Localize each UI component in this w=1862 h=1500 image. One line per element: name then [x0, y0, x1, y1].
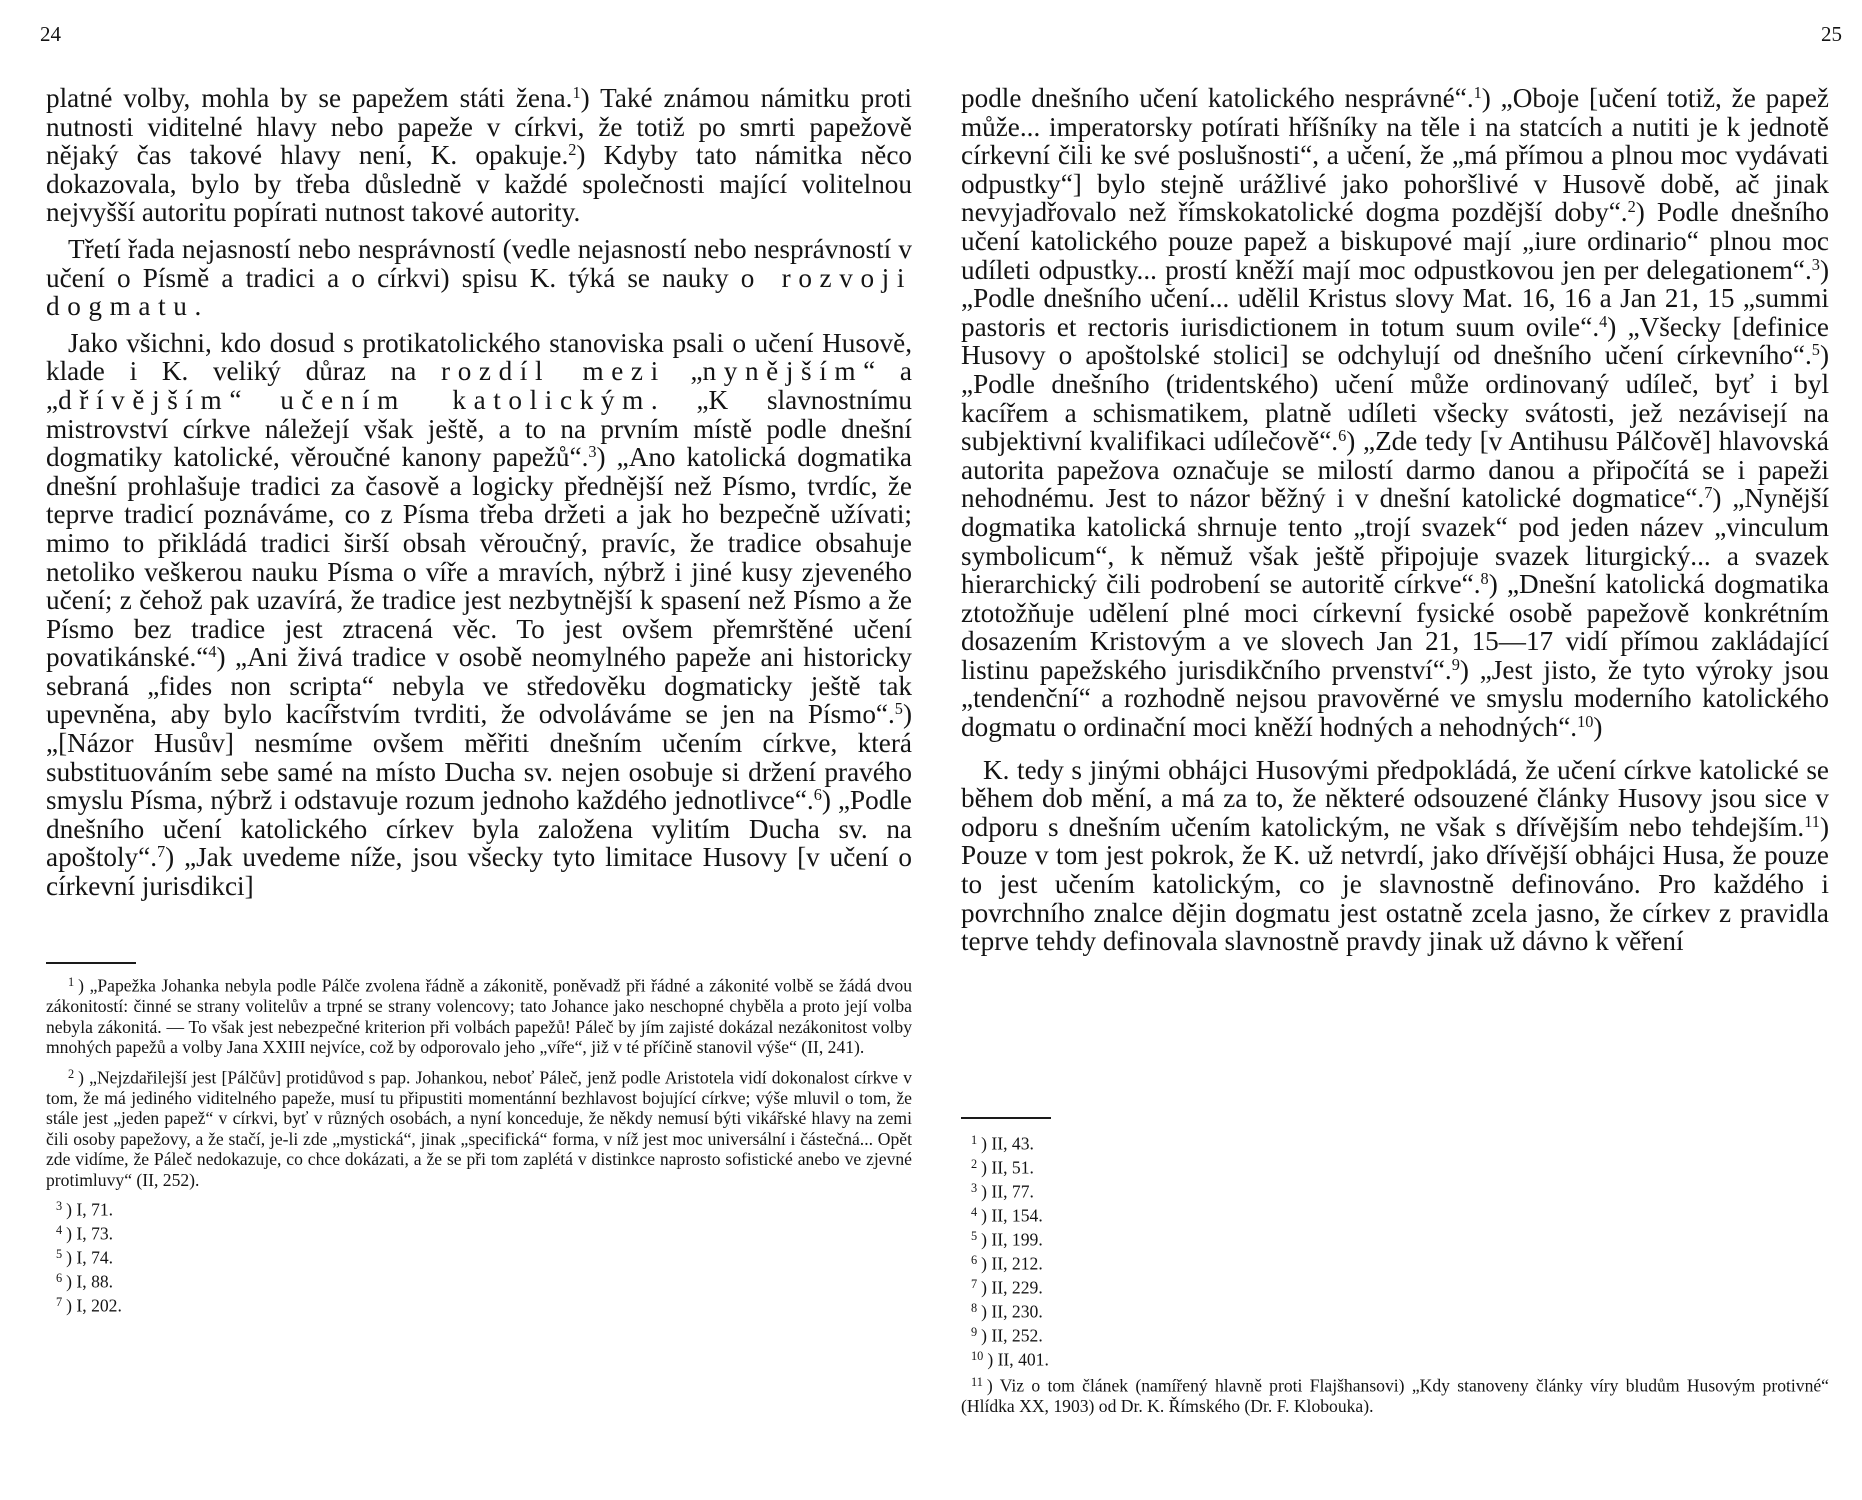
spaced-emphasis: nynějším: [702, 356, 864, 387]
footnote: $^4$ ) I, 73.: [56, 1223, 114, 1244]
paragraph: Třetí řada nejasností nebo nesprávností (vedle nejasností nebo nesprávností v učení o Písmě a tradici a o církvi) spisu K. týká se nauky o rozvoji dogmatu.: [46, 233, 912, 322]
footnote: $^8$ ) II, 230.: [971, 1301, 1043, 1322]
footnote-ref[interactable]: 9: [1451, 654, 1460, 674]
body-text: [46, 84, 912, 901]
footnote-ref[interactable]: 2: [1627, 197, 1636, 217]
footnote: $^{11}$ ) Viz o tom článek (namířený hlavně proti Flajšhansovi) „Kdy stanoveny články víry bludům Husovým protivné“ (Hlídka XX, 1903) od Dr. K. Římského (Dr. F. Klobouka).: [961, 1375, 1829, 1417]
footnote-ref[interactable]: 10: [1577, 712, 1594, 732]
footnote: $^9$ ) II, 252.: [971, 1325, 1043, 1346]
footnote-ref[interactable]: 2: [568, 140, 577, 160]
footnote: $^1$ ) II, 43.: [971, 1133, 1034, 1154]
footnote-ref[interactable]: 3: [1811, 254, 1820, 274]
footnotes: [961, 1130, 1829, 1423]
spaced-emphasis: učením katolickým: [280, 384, 651, 415]
footnote: $^6$ ) II, 212.: [971, 1253, 1043, 1274]
footnote-ref[interactable]: 5: [894, 699, 903, 719]
footnote-ref[interactable]: 4: [1599, 311, 1608, 331]
footnote: $^1$ ) „Papežka Johanka nebyla podle Pálče zvolena řádně a zákonitě, poněvadž při řádné a zákonité volbě se žádá dvou zákonitostí: činné se strany volitelův a trpné se strany volencovy; tato Johance jako neschopné chyběla a proto její volba nebyla zákonitá. — To však jest nebezpečné kriterion při volbách papežů! Páleč by jím zajisté dokázal nezákonitost volby mnohých papežů a volby Jana XXIII nejvíce, což by odporovalo jeho „víře“, již v té příčině stanovil výše“ (II, 241).: [46, 975, 913, 1058]
footnote: $^2$ ) „Nejzdařilejší jest [Pálčův] protidůvod s pap. Johankou, neboť Páleč, jenž podle Aristotela vidí dokonalost církve v tom, že má jediného viditelného papeže, musí tu připustiti momentánní bezhlavost bojující církve; výše mluvil o tom, že stále jest „jeden papež“ v církvi, byť v různých osobách, a nyní konceduje, že někdy nemusí býti vikářské hlavy na zemi čili osoby papežovy, a že stačí, je-li zde „mystická“, jinak „specifická“ forma, v níž jest moc universální i částečná... Opět zde vidíme, že Páleč nedokazuje, co chce dokázati, a že se při tom zaplétá v distinkce naprosto sofistické anebo ve zjevné protimluvy“ (II, 252).: [46, 1066, 912, 1190]
footnote: $^3$ ) II, 77.: [971, 1181, 1034, 1202]
spaced-emphasis: dřívějším: [58, 384, 230, 415]
paragraph: platné volby, mohla by se papežem státi žena.$^1$) Také známou námitku proti nutnosti viditelné hlavy nebo papeže v církvi, že totiž po smrti papežově nějaký čas takové hlavy není, K. opakuje.$^2$) Kdyby tato námitka něco dokazovala, bylo by třeba důsledně v každé společnosti mající volitelnou nejvyšší autoritu popírati nutnost takové autority.: [46, 83, 912, 228]
right-page: [931, 0, 1862, 1500]
page-number: 24: [40, 22, 61, 46]
spaced-emphasis: rozdíl mezi: [441, 356, 666, 387]
paragraph: Jako všichni, kdo dosud s protikatolického stanoviska psali o učení Husově, klade i K. veliký důraz na rozdíl mezi „nynějším“ a „dřívějším“ učením katolickým. „K slavnostnímu mistrovství církve náležejí však ještě, a to na prvním místě podle dnešní dogmatiky katolické, věroučné kanony papežů“.$^3$) „Ano katolická dogmatika dnešní prohlašuje tradici za časově a logicky přednější než Písmo, tvrdíc, že teprve tradicí poznáváme, co z Písma třeba držeti a jak ho bezpečně užívati; mimo to přikládá tradici širší obsah věroučný, pravíc, že tradice obsahuje netoliko veškerou nauku Písma o víře a mravích, nýbrž i jiné kusy zjeveného učení; z čehož pak uzavírá, že tradice jest nezbytnější k spasení než Písmo a že Písmo bez tradice jest ztracená věc. To jest ovšem přemrštěné učení povatikánské.“$^4$) „Ani živá tradice v osobě neomylného papeže ani historicky sebraná „fides non scripta“ nebyla ve středověku dogmaticky ještě tak upevněna, aby bylo kacířstvím tvrditi, že odvoláváme se jen na Písmo“.$^5$) „[Názor Husův] nesmíme ovšem měřiti dnešním učením církve, která substituováním sebe samé na místo Ducha sv. nejen osobuje si držení pravého smyslu Písma, nýbrž i odstavuje rozum jednoho každého jednotlivce“.$^6$) „Podle dnešního učení katolického církev byla založena vylitím Ducha sv. na apoštoly“.$^7$) „Jak uvedeme níže, jsou všecky tyto limitace Husovy [v učení o církevní jurisdikci]: [46, 327, 912, 902]
footnote-ref[interactable]: 7: [1704, 483, 1713, 503]
spaced-emphasis: o rozvoji dogmatu: [46, 262, 912, 322]
footnote: $^6$ ) I, 88.: [56, 1271, 114, 1292]
footnote-ref[interactable]: 5: [1811, 340, 1820, 360]
footnote: $^{10}$ ) II, 401.: [971, 1349, 1049, 1370]
footnote: $^7$ ) II, 229.: [971, 1277, 1043, 1298]
footnote: $^7$ ) I, 202.: [56, 1295, 122, 1316]
footnote: $^2$ ) II, 51.: [971, 1157, 1034, 1178]
footnote-ref[interactable]: 8: [1480, 569, 1489, 589]
footnote-ref[interactable]: 1: [572, 83, 581, 103]
footnote: $^5$ ) II, 199.: [971, 1229, 1043, 1250]
footnotes: [46, 972, 912, 1316]
footnote-divider: [961, 1117, 1051, 1119]
footnote-ref[interactable]: 7: [157, 842, 166, 862]
footnote-ref[interactable]: 6: [813, 785, 822, 805]
footnote-divider: [46, 962, 136, 964]
paragraph: podle dnešního učení katolického nesprávné“.$^1$) „Oboje [učení totiž, že papež může... imperatorsky potírati hříšníky na těle i na statcích a nutiti je k jednotě církevní čili ke své poslušnosti“, a učení, že „má přímou a plnou moc vydávati odpustky“] bylo stejně urážlivé jako pohoršlivé v Husově době, ač jinak nevyjadřovalo než římskokatolické dogma pozdější doby“.$^2$) Podle dnešního učení katolického pouze papež a biskupové mají „iure ordinario“ plnou moc udíleti odpustky... prostí kněží mají moc odpustkovou jen per delegationem“.$^3$) „Podle dnešního učení... udělil Kristus slovy Mat. 16, 16 a Jan 21, 15 „summi pastoris et rectoris iurisdictionem in totum suum ovile“.$^4$) „Všecky [definice Husovy o apoštolské stolici] se odchylují od dnešního učení církevního“.$^5$) „Podle dnešního (tridentského) učení může ordinovaný udíleč, byť i byl kacířem a schismatikem, platně udíleti všecky svátosti, jež nezávisejí na subjektivní kvalifikaci udílečově“.$^6$) „Zde tedy [v Antihusu Pálčově] hlavovská autorita papežova označuje se milostí darmo danou a připočítá se i papeži nehodnému. Jest to názor běžný i v dnešní katolické dogmatice“.$^7$) „Nynější dogmatika katolická shrnuje tento „trojí svazek“ pod jeden název „vinculum symbolicum“, k němuž však ještě připojuje svazek liturgický... a svazek hierarchický čili podrobení se autoritě církve“.$^8$) „Dnešní katolická dogmatika ztotožňuje udělení plné moci církevní fysické osobě papežově konkrétním dosazením Kristovým a ve slovech Jan 21, 15—17 vidí přímou zakládající listinu papežského jurisdikčního prvenství“.$^9$) „Jest jisto, že tyto výroky jsou „tendenční“ a rozhodně nejsou pravověrné ve smyslu moderního katolického dogmatu o ordinační moci kněží hodných a nehodných“.$^{10}$): [961, 83, 1829, 743]
footnote: $^4$ ) II, 154.: [971, 1205, 1043, 1226]
footnote: $^3$ ) I, 71.: [56, 1199, 114, 1220]
footnote: $^5$ ) I, 74.: [56, 1247, 114, 1268]
paragraph: K. tedy s jinými obhájci Husovými předpokládá, že učení církve katolické se během dob mění, a má za to, že některé odsouzené články Husovy jsou sice v odporu s dnešním učením katolickým, ne však s dřívějším nebo tehdejším.$^{11}$) Pouze v tom jest pokrok, že K. už netvrdí, jako dřívější obhájci Husa, že pouze to jest učením katolickým, co je slavnostně definováno. Pro každého i povrchního znalce dějin dogmatu jest ostatně zcela jasno, že církev z pravidla teprve tehdy definovala slavnostně pravdy jinak už dávno k věření: [961, 754, 1829, 957]
footnote-ref[interactable]: 3: [588, 442, 597, 462]
footnote-ref[interactable]: 1: [1473, 83, 1482, 103]
body-text: [961, 84, 1829, 956]
footnote-ref[interactable]: 6: [1338, 426, 1347, 446]
footnote-ref[interactable]: 4: [208, 642, 217, 662]
page-number: 25: [1821, 22, 1842, 46]
footnote-ref[interactable]: 11: [1804, 811, 1820, 831]
